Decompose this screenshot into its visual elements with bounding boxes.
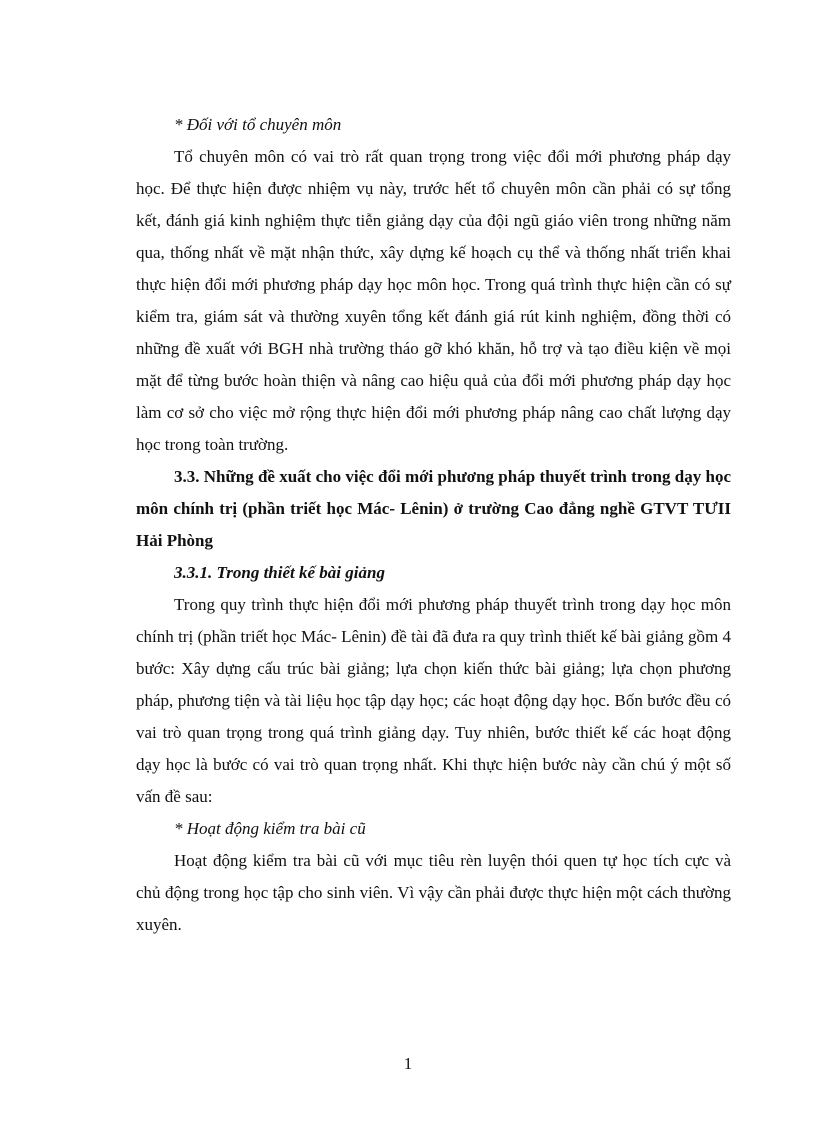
section-heading-3-3: 3.3. Những đề xuất cho việc đổi mới phương pháp thuyết trình trong dạy học môn chính trị (phần triết học Mác- Lênin) ở trường Cao đẳng nghề GTVT TƯII Hải Phòng (136, 467, 731, 550)
section-heading-3-3-1: 3.3.1. Trong thiết kế bài giảng (174, 563, 385, 582)
document-body (136, 109, 731, 941)
subheading-kiem-tra-bai-cu: * Hoạt động kiểm tra bài cũ (174, 819, 366, 838)
subheading-to-chuyen-mon: * Đối với tổ chuyên môn (174, 115, 342, 134)
paragraph-to-chuyen-mon: Tổ chuyên môn có vai trò rất quan trọng trong việc đổi mới phương pháp dạy học. Để thực hiện được nhiệm vụ này, trước hết tổ chuyên môn cần phải có sự tổng kết, đánh giá kinh nghiệm thực tiễn giảng dạy của đội ngũ giáo viên trong những năm qua, thống nhất về mặt nhận thức, xây dựng kế hoạch cụ thể và thống nhất triển khai thực hiện đổi mới phương pháp dạy học môn học. Trong quá trình thực hiện cần có sự kiểm tra, giám sát và thường xuyên tổng kết đánh giá rút kinh nghiệm, đồng thời có những đề xuất với BGH nhà trường tháo gỡ khó khăn, hỗ trợ và tạo điều kiện về mọi mặt để từng bước hoàn thiện và nâng cao hiệu quả của đổi mới phương pháp dạy học làm cơ sở cho việc mở rộng thực hiện đổi mới phương pháp nâng cao chất lượng dạy học trong toàn trường. (136, 147, 731, 454)
paragraph-kiem-tra-bai-cu: Hoạt động kiểm tra bài cũ với mục tiêu rèn luyện thói quen tự học tích cực và chủ động trong học tập cho sinh viên. Vì vậy cần phải được thực hiện một cách thường xuyên. (136, 851, 731, 934)
page-number: 1 (403, 1054, 413, 1073)
paragraph-quy-trinh: Trong quy trình thực hiện đổi mới phương pháp thuyết trình trong dạy học môn chính trị (phần triết học Mác- Lênin) đề tài đã đưa ra quy trình thiết kế bài giảng gồm 4 bước: Xây dựng cấu trúc bài giảng; lựa chọn kiến thức bài giảng; lựa chọn phương pháp, phương tiện và tài liệu học tập dạy học; các hoạt động dạy học. Bốn bước đều có vai trò quan trọng trong quá trình giảng dạy. Tuy nhiên, bước thiết kế các hoạt động dạy học là bước có vai trò quan trọng nhất. Khi thực hiện bước này cần chú ý một số vấn đề sau: (136, 595, 731, 806)
